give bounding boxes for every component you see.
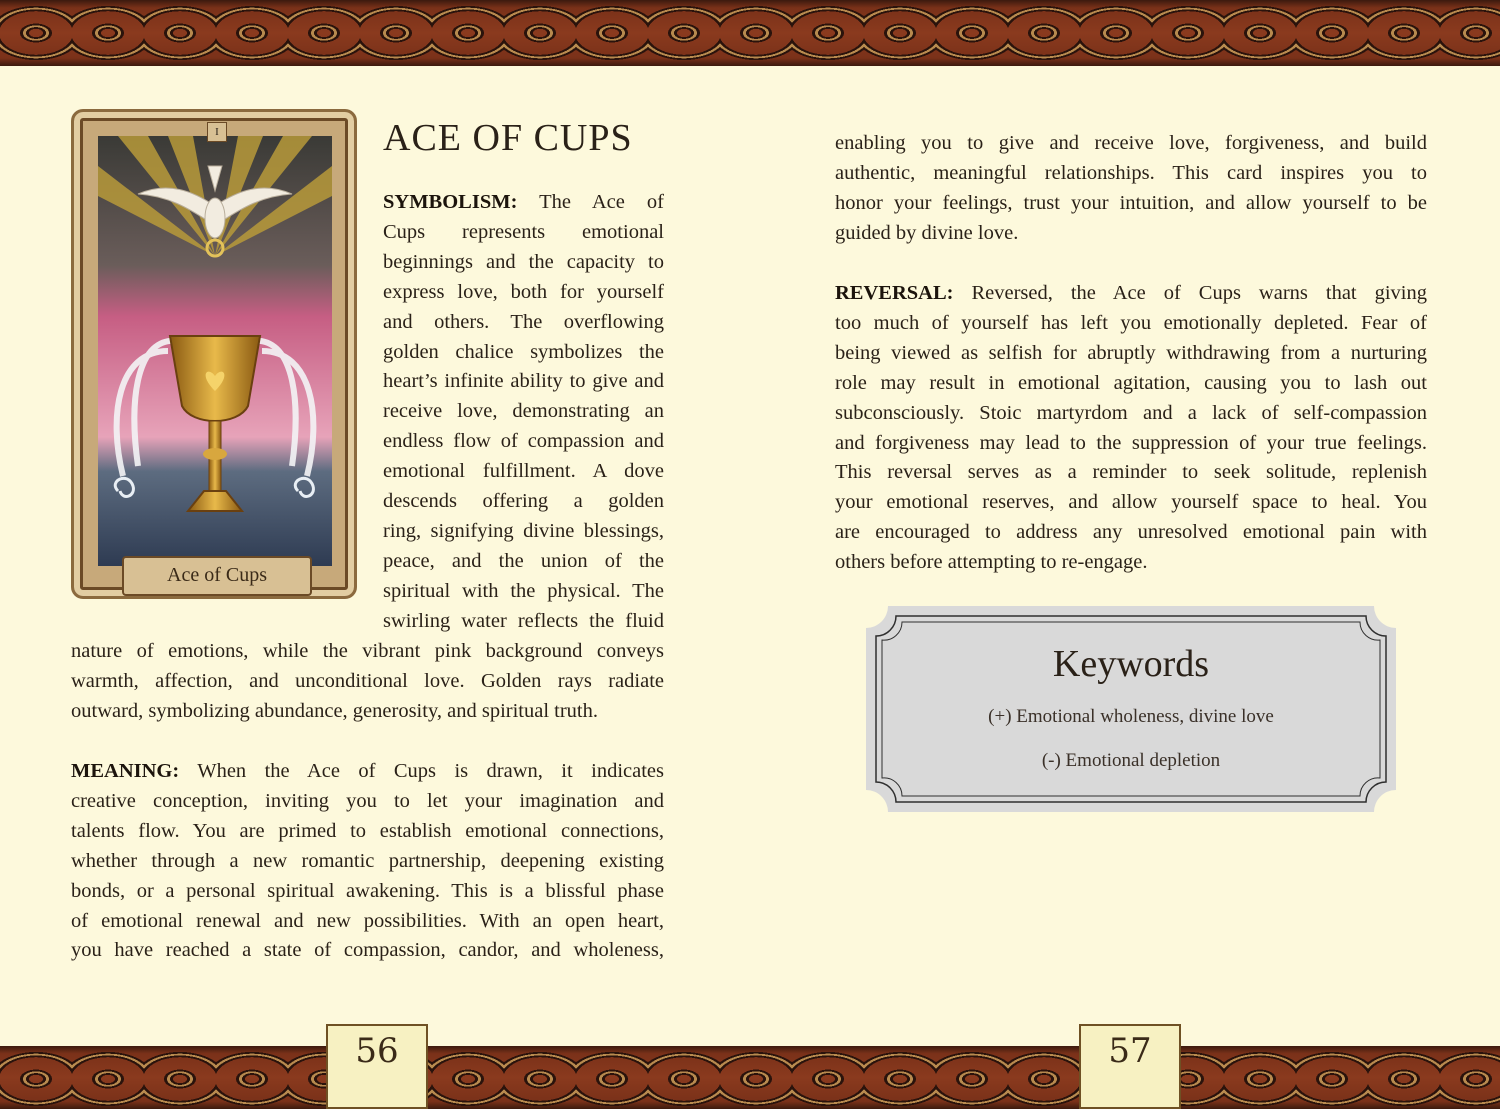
meaning-label: MEANING: <box>71 760 180 782</box>
page-title: ACE OF CUPS <box>383 117 633 159</box>
celtic-knot-border-bottom <box>0 1046 1500 1109</box>
page-number-left: 56 <box>326 1024 428 1109</box>
keyword-negative: (-) Emotional depletion <box>1041 750 1221 771</box>
symbolism-paragraph-continued: nature of emotions, while the vibrant pink background conveys warmth, affection, and unconditional love. Golden rays radiate outward, symbolizing abundance, generosity, and spiritual truth. <box>71 640 664 722</box>
meaning-paragraph-continued: enabling you to give and receive love, forgiveness, and build authentic, meaningful relationships. This card inspires you to honor your feelings, trust your intuition, and allow yourself to be guided by divine love. <box>835 132 1427 244</box>
ace-of-cups-illustration <box>98 136 332 566</box>
reversal-paragraph: REVERSAL: Reversed, the Ace of Cups warns that giving too much of yourself has left you emotionally depleted. Fear of being viewed as selfish for abruptly withdrawing from a nurturing role may result in emotional agitation, causing you to lash out subconsciously. Stoic martyrdom and a lack of self-compassion and forgiveness may lead to the suppression of your true feelings. This reversal serves as a reminder to seek solitude, replenish your emotional reserves, and allow yourself space to heal. You are encouraged to address any unresolved emotional pain with others before attempting to re-engage. <box>835 282 1427 574</box>
symbolism-label: SYMBOLISM: <box>383 191 518 213</box>
symbolism-paragraph: SYMBOLISM: The Ace of Cups represents emotional beginnings and the capacity to express love, both for yourself and others. The overflowing golden chalice symbolizes the heart’s infinite ability to give and receive love, demonstrating an endless flow of compassion and emotional fulfillment. A dove descends offering a golden ring, signifying divine blessings, peace, and the union of the spiritual with the physical. The swirling water reflects the fluid <box>383 191 664 632</box>
page-number-right: 57 <box>1079 1024 1181 1109</box>
reversal-label: REVERSAL: <box>835 282 954 304</box>
tarot-card-image <box>71 109 357 599</box>
keywords-title: Keywords <box>1052 643 1210 685</box>
celtic-knot-border-top <box>0 0 1500 66</box>
card-number: I <box>207 122 227 142</box>
meaning-paragraph: MEANING: When the Ace of Cups is drawn, it indicates creative conception, inviting you to let your imagination and talents flow. You are primed to establish emotional connections, whether through a new romantic partnership, deepening existing bonds, or a personal spiritual awakening. This is a blissful phase of emotional renewal and new possibilities. With an open heart, you have reached a state of compassion, candor, and wholeness, <box>71 760 664 962</box>
keyword-positive: (+) Emotional wholeness, divine love <box>988 706 1274 727</box>
keywords-box <box>866 606 1396 812</box>
card-title-plate: Ace of Cups <box>122 556 312 596</box>
